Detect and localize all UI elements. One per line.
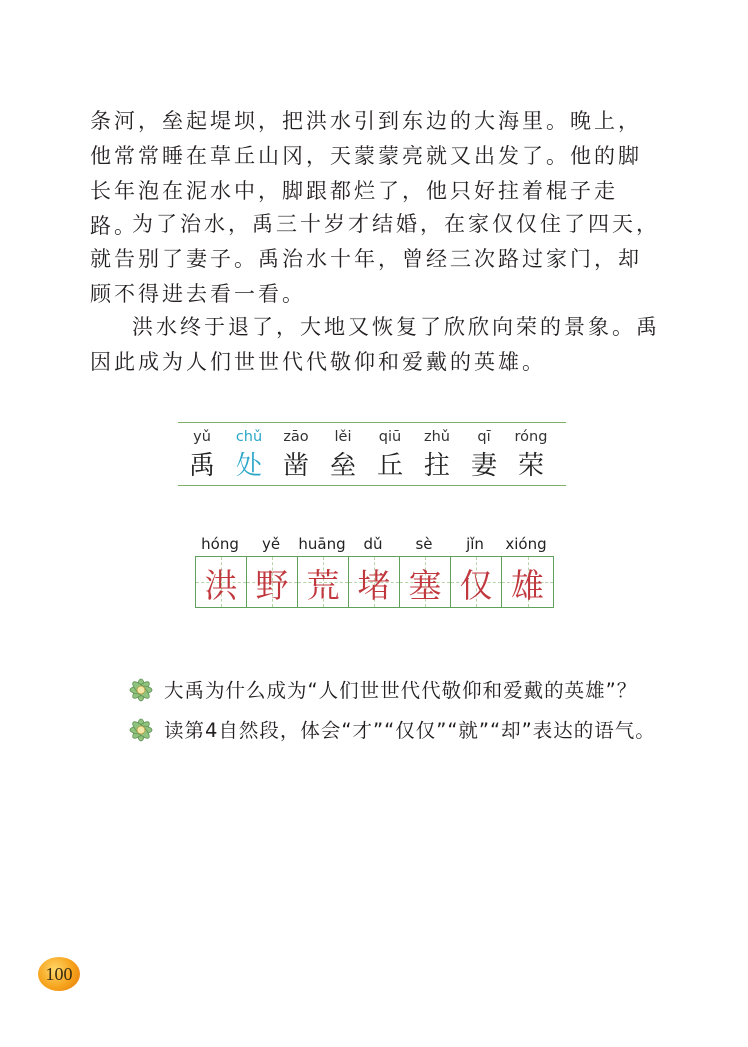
grid-cell [196, 557, 247, 607]
vocab-char: 拄 [423, 451, 450, 481]
vocab-char: 凿 [282, 451, 309, 481]
question-text: 读第4自然段，体会“才”“仅仅”“就”“却”表达的语气。 [164, 719, 656, 742]
vocab-char: 荣 [517, 451, 544, 481]
write-chars-box [195, 535, 555, 610]
vocab-pinyin: yǔ [193, 429, 211, 445]
write-char: 堵 [357, 566, 391, 605]
write-pinyin: jǐn [466, 535, 484, 553]
grid-cell [298, 557, 349, 607]
vocab-pinyin: qī [477, 429, 491, 445]
question-item [90, 674, 662, 707]
flower-icon [128, 717, 154, 743]
write-pinyin: huāng [298, 535, 346, 553]
vocab-char: 处 [235, 451, 262, 481]
write-char: 雄 [511, 566, 544, 605]
vocab-pinyin: qiū [378, 429, 402, 445]
page-number: 100 [38, 957, 80, 991]
grid-cell [247, 557, 298, 607]
vocab-char: 妻 [470, 451, 497, 481]
recognize-chars-box [178, 422, 566, 486]
vocab-pinyin: zāo [283, 429, 309, 445]
write-pinyin-row [195, 535, 555, 557]
write-char: 仅 [459, 566, 493, 605]
question-text: 大禹为什么成为“人们世世代代敬仰和爱戴的英雄”？ [164, 679, 638, 702]
vocab-pinyin: lěi [334, 429, 352, 445]
write-pinyin: sè [415, 535, 433, 553]
write-char: 荒 [306, 566, 340, 605]
body-paragraph: 为了治水，禹三十岁才结婚，在家仅仅住了四天，就告别了妻子。禹治水十年，曾经三次路过家门，却顾不得进去看一看。 [90, 212, 660, 306]
write-char: 塞 [408, 566, 442, 605]
grid-cell [349, 557, 400, 607]
write-char: 野 [255, 566, 289, 605]
vocab-char: 垒 [329, 451, 356, 481]
writing-grid [195, 556, 554, 608]
vocab-pinyin: zhǔ [424, 429, 450, 445]
write-char: 洪 [204, 566, 238, 605]
question-item [90, 714, 662, 747]
flower-icon [128, 677, 154, 703]
write-pinyin: xióng [505, 535, 547, 553]
write-pinyin: yě [261, 535, 281, 553]
vocab-char: 丘 [376, 451, 403, 481]
write-pinyin: hóng [201, 535, 239, 553]
vocab-char: 禹 [188, 451, 215, 481]
body-paragraph: 条河，垒起堤坝，把洪水引到东边的大海里。晚上，他常常睡在草丘山冈，天蒙蒙亮就又出发了。他的脚长年泡在泥水中，脚跟都烂了，他只好拄着棍子走路。 [90, 109, 642, 238]
grid-cell [502, 557, 553, 607]
grid-cell [400, 557, 451, 607]
vocab-pinyin: róng [514, 429, 548, 445]
vocab-pinyin: chǔ [235, 429, 263, 445]
body-paragraph: 洪水终于退了，大地又恢复了欣欣向荣的景象。禹因此成为人们世世代代敬仰和爱戴的英雄。 [90, 315, 660, 374]
write-pinyin: dǔ [363, 535, 383, 553]
grid-cell [451, 557, 502, 607]
